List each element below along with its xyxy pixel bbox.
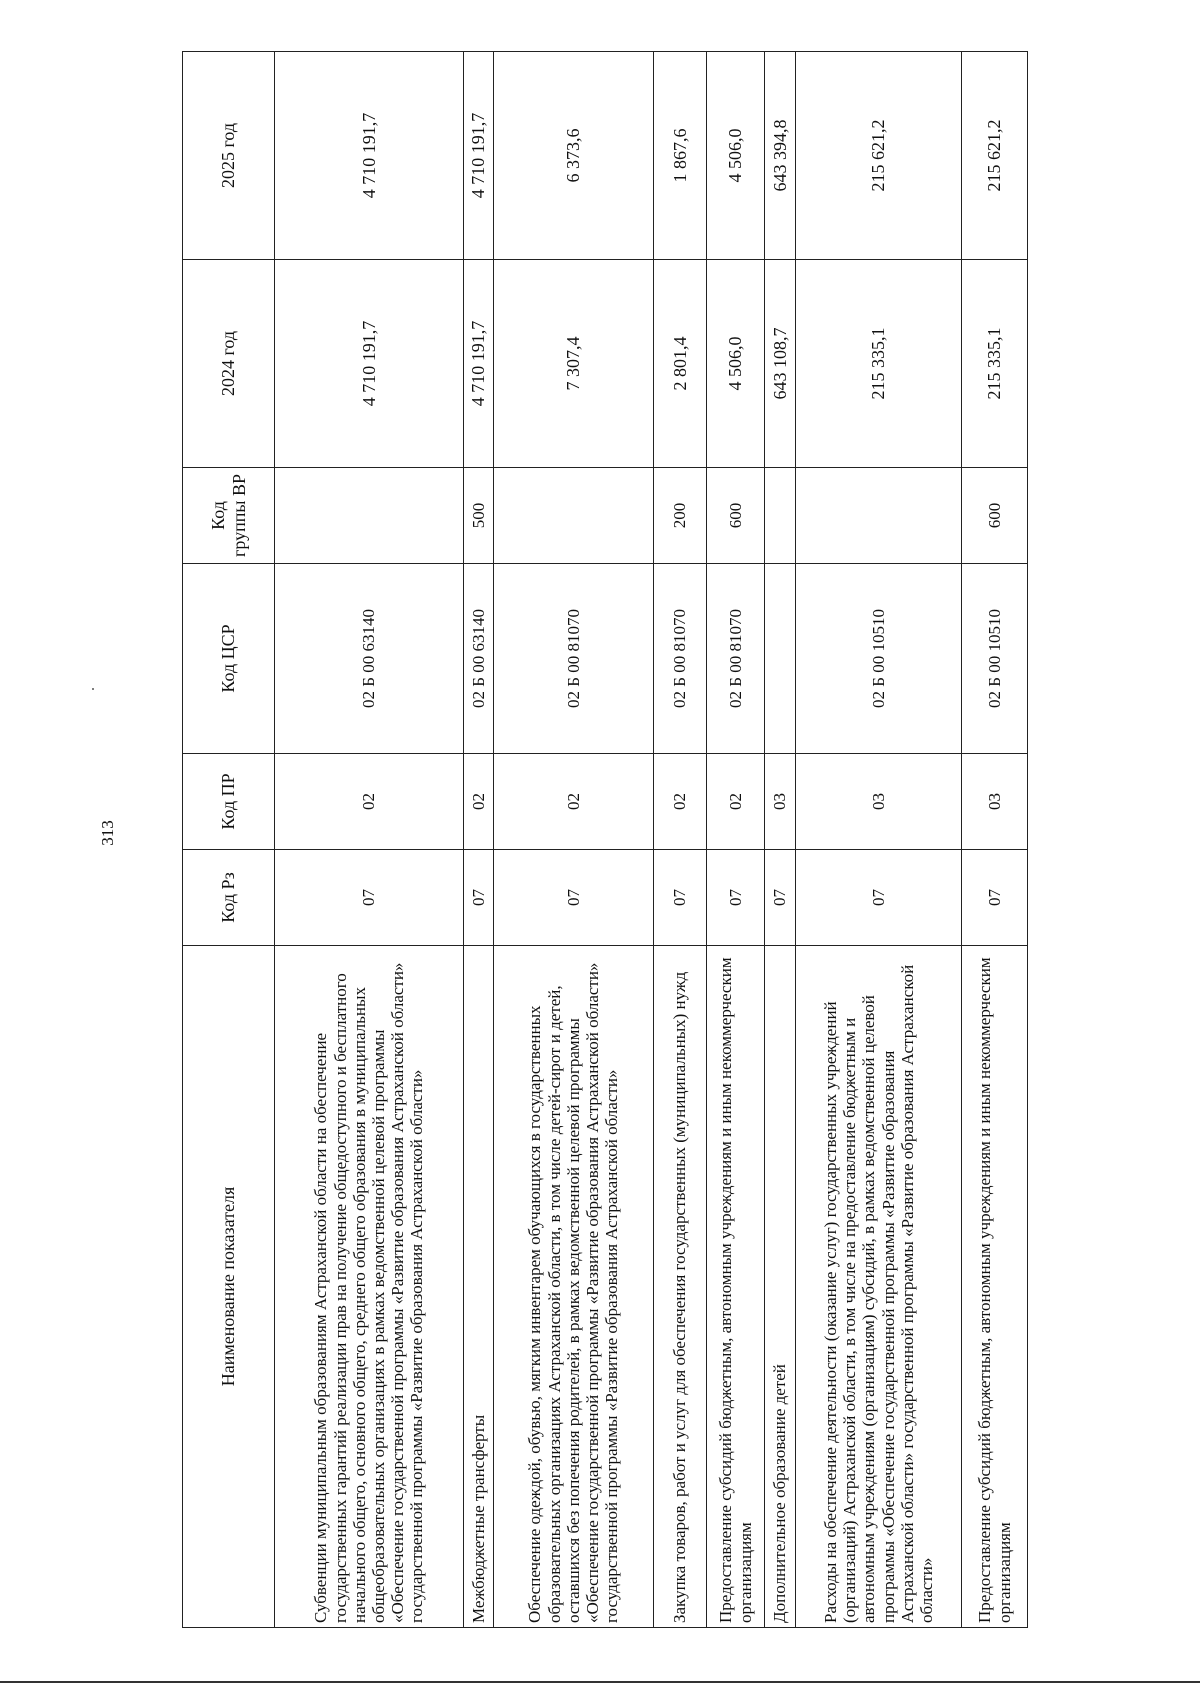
- row-csr: 02 Б 00 10510: [962, 564, 1028, 754]
- row-name: Предоставление субсидий бюджетным, автономным учреждениям и иным некоммерческим организациям: [707, 946, 765, 1628]
- row-2025: 215 621,2: [796, 52, 962, 260]
- row-csr: 02 Б 00 81070: [494, 564, 654, 754]
- row-vr: 500: [464, 468, 494, 564]
- row-2025: 215 621,2: [962, 52, 1028, 260]
- row-pr: 02: [654, 754, 707, 850]
- row-name: Расходы на обеспечение деятельности (оказание услуг) государственных учреждений (организаций) Астраханской области, в том числе на предоставление бюджетным и автономным учреждениям (организациям) субсидий, в рамках ведомственной целевой программы «Обеспечение государственной программы «Развитие образования Астраханской области» государственной программы «Развитие образования Астраханской области»: [796, 946, 962, 1628]
- row-2024: 4 710 191,7: [464, 260, 494, 468]
- table-header-row: [183, 52, 275, 1628]
- budget-table: [182, 51, 1028, 1628]
- row-vr: [275, 468, 464, 564]
- table-row: [464, 52, 494, 1628]
- row-2024: 215 335,1: [796, 260, 962, 468]
- row-rz: 07: [765, 850, 796, 946]
- row-2024: 4 506,0: [707, 260, 765, 468]
- row-name: Закупка товаров, работ и услуг для обеспечения государственных (муниципальных) нужд: [654, 946, 707, 1628]
- table-row: [275, 52, 464, 1628]
- row-vr: [494, 468, 654, 564]
- row-name: Предоставление субсидий бюджетным, автономным учреждениям и иным некоммерческим организациям: [962, 946, 1028, 1628]
- header-2024: 2024 год: [183, 260, 275, 468]
- row-2024: 643 108,7: [765, 260, 796, 468]
- header-rz: Код Рз: [183, 850, 275, 946]
- row-csr: 02 Б 00 63140: [275, 564, 464, 754]
- row-2024: 2 801,4: [654, 260, 707, 468]
- row-rz: 07: [796, 850, 962, 946]
- row-2025: 4 710 191,7: [275, 52, 464, 260]
- row-2024: 7 307,4: [494, 260, 654, 468]
- header-vr: Код группы ВР: [183, 468, 275, 564]
- row-vr: 600: [962, 468, 1028, 564]
- row-pr: 03: [962, 754, 1028, 850]
- row-name: Межбюджетные трансферты: [464, 946, 494, 1628]
- table-row: [494, 52, 654, 1628]
- table-row: [796, 52, 962, 1628]
- row-2025: 6 373,6: [494, 52, 654, 260]
- row-vr: [796, 468, 962, 564]
- row-2025: 643 394,8: [765, 52, 796, 260]
- table-row: [707, 52, 765, 1628]
- row-rz: 07: [275, 850, 464, 946]
- row-pr: 02: [494, 754, 654, 850]
- row-pr: 03: [765, 754, 796, 850]
- header-csr: Код ЦСР: [183, 564, 275, 754]
- scan-speck: [92, 688, 94, 690]
- row-rz: 07: [962, 850, 1028, 946]
- table-row: [654, 52, 707, 1628]
- row-csr: 02 Б 00 81070: [707, 564, 765, 754]
- row-vr: 600: [707, 468, 765, 564]
- row-pr: 02: [707, 754, 765, 850]
- row-2024: 215 335,1: [962, 260, 1028, 468]
- row-name: Дополнительное образование детей: [765, 946, 796, 1628]
- row-rz: 07: [707, 850, 765, 946]
- bottom-divider: [0, 1681, 1200, 1683]
- row-vr: 200: [654, 468, 707, 564]
- row-pr: 03: [796, 754, 962, 850]
- row-csr: 02 Б 00 10510: [796, 564, 962, 754]
- row-rz: 07: [464, 850, 494, 946]
- row-name: Субвенции муниципальным образованиям Астраханской области на обеспечение государственных гарантий реализации прав на получение общедоступного и бесплатного начального общего, основного общего, среднего общего образования в муниципальных общеобразовательных организациях в рамках ведомственной целевой программы «Обеспечение государственной программы «Развитие образования Астраханской области» государственной программы «Развитие образования Астраханской области»: [275, 946, 464, 1628]
- header-pr: Код ПР: [183, 754, 275, 850]
- row-2025: 1 867,6: [654, 52, 707, 260]
- table-row: [962, 52, 1028, 1628]
- row-csr: [765, 564, 796, 754]
- row-rz: 07: [494, 850, 654, 946]
- row-name: Обеспечение одеждой, обувью, мягким инвентарем обучающихся в государственных образовательных организациях Астраханской области, в том числе детей-сирот и детей, оставшихся без попечения родителей, в рамках ведомственной целевой программы «Обеспечение государственной программы «Развитие образования Астраханской области» государственной программы «Развитие образования Астраханской области»: [494, 946, 654, 1628]
- rotated-table-container: [182, 52, 1027, 1628]
- row-2025: 4 506,0: [707, 52, 765, 260]
- header-name: Наименование показателя: [183, 946, 275, 1628]
- row-vr: [765, 468, 796, 564]
- row-pr: 02: [275, 754, 464, 850]
- row-2024: 4 710 191,7: [275, 260, 464, 468]
- row-csr: 02 Б 00 81070: [654, 564, 707, 754]
- page-number: 313: [98, 820, 117, 846]
- row-rz: 07: [654, 850, 707, 946]
- header-2025: 2025 год: [183, 52, 275, 260]
- row-csr: 02 Б 00 63140: [464, 564, 494, 754]
- table-row: [765, 52, 796, 1628]
- row-2025: 4 710 191,7: [464, 52, 494, 260]
- row-pr: 02: [464, 754, 494, 850]
